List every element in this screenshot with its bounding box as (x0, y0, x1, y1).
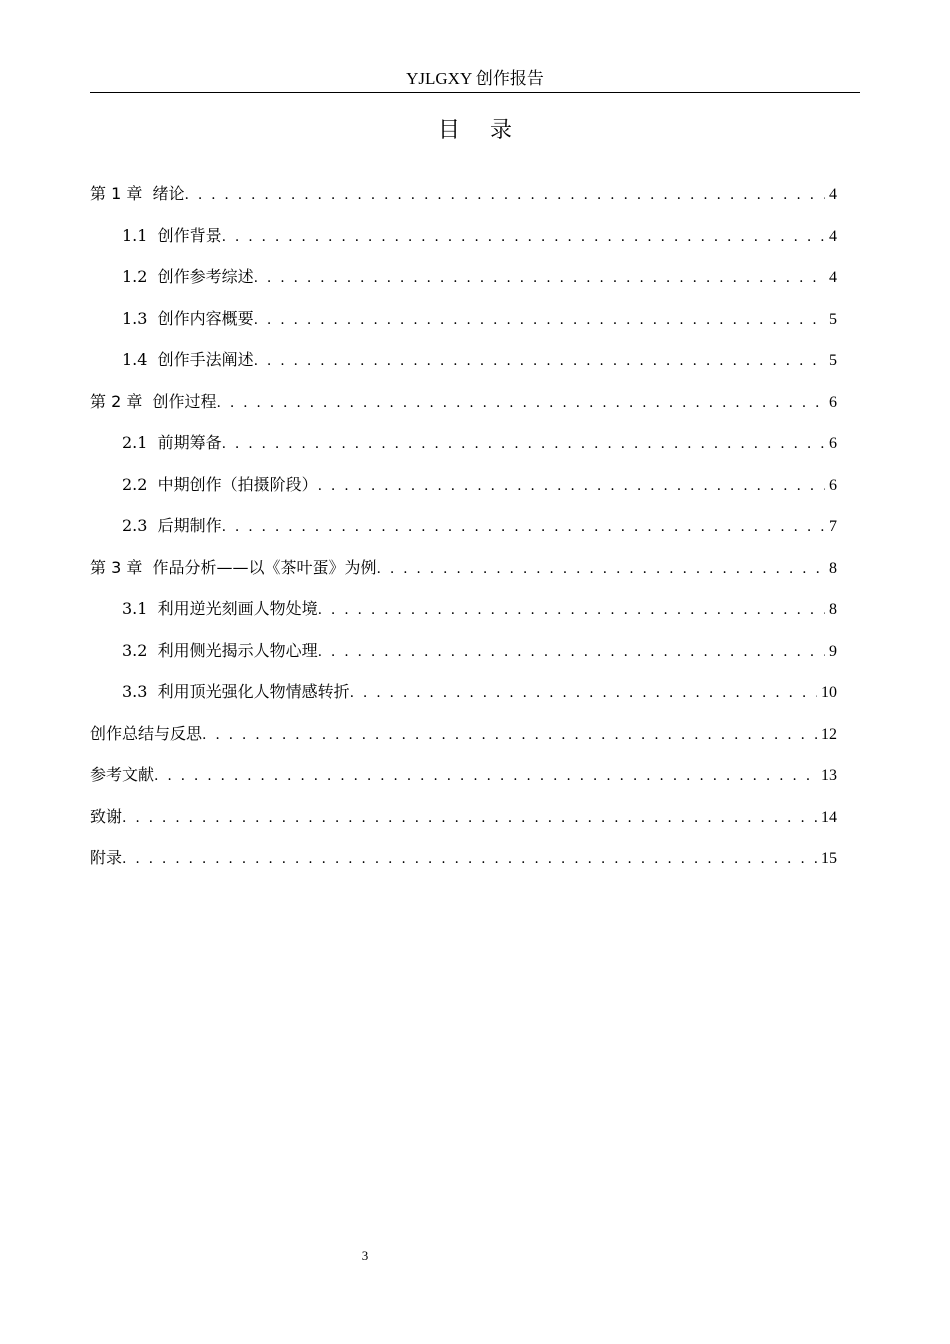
toc-dot-leader (350, 677, 817, 709)
toc-entry-page: 14 (821, 808, 837, 826)
toc-entry-label: 1.1 创作背景 (122, 225, 222, 245)
toc-section-entry[interactable] (90, 261, 837, 303)
toc-dot-leader (222, 221, 825, 253)
toc-section-entry[interactable] (90, 635, 837, 677)
toc-section-entry[interactable] (90, 676, 837, 718)
toc-entry-page: 13 (821, 767, 837, 784)
toc-entry-page: 6 (829, 393, 837, 411)
toc-dot-leader (318, 470, 825, 502)
toc-chapter-entry[interactable] (90, 842, 837, 884)
toc-entry-label: 1.2 创作参考综述 (122, 267, 254, 286)
toc-chapter-entry[interactable] (90, 801, 837, 843)
toc-dot-leader (222, 428, 825, 460)
toc-entry-page: 6 (829, 476, 837, 494)
toc-entry-page: 9 (829, 642, 837, 660)
toc-entry-label: 第 2 章 创作过程 (90, 391, 217, 411)
toc-section-entry[interactable] (90, 510, 837, 552)
toc-dot-leader (318, 636, 825, 668)
toc-dot-leader (202, 719, 817, 751)
page-number: 3 (361, 1248, 369, 1263)
toc-section-entry[interactable] (90, 220, 837, 262)
toc-chapter-entry[interactable] (90, 759, 837, 801)
toc-dot-leader (122, 843, 817, 875)
toc-dot-leader (254, 262, 825, 294)
toc-entry-label: 2.1 前期筹备 (122, 433, 222, 452)
toc-entry-page: 15 (821, 850, 837, 867)
toc-entry-page: 4 (829, 269, 837, 286)
toc-entry-page: 5 (829, 352, 837, 369)
toc-entry-label: 2.2 中期创作（拍摄阶段） (122, 474, 318, 494)
toc-chapter-entry[interactable] (90, 178, 837, 220)
toc-entry-page: 4 (829, 186, 837, 203)
toc-entry-label: 1.3 创作内容概要 (122, 308, 254, 328)
toc-entry-label: 致谢 (90, 806, 123, 826)
toc-dot-leader (122, 802, 817, 834)
toc-dot-leader (217, 387, 825, 419)
toc-title: 目录 (437, 118, 542, 143)
toc-entry-page: 5 (829, 310, 837, 328)
toc-dot-leader (254, 345, 825, 377)
toc-dot-leader (185, 179, 825, 211)
toc-entry-page: 12 (821, 725, 837, 743)
toc-entry-page: 8 (829, 559, 837, 577)
toc-chapter-entry[interactable] (90, 386, 837, 428)
toc-entry-label: 参考文献 (90, 765, 155, 784)
toc-entry-label: 第 1 章 绪论 (90, 184, 185, 203)
toc-section-entry[interactable] (90, 427, 837, 469)
toc-dot-leader (377, 553, 825, 585)
toc-section-entry[interactable] (90, 469, 837, 511)
toc-dot-leader (318, 594, 825, 626)
toc-entry-label: 2.3 后期制作 (122, 516, 222, 535)
toc-entry-label: 3.2 利用侧光揭示人物心理 (122, 640, 318, 660)
toc-entry-label: 3.1 利用逆光刻画人物处境 (122, 599, 318, 618)
toc-dot-leader (154, 760, 817, 792)
toc-chapter-entry[interactable] (90, 718, 837, 760)
toc-entry-label: 第 3 章 作品分析——以《茶叶蛋》为例 (90, 557, 377, 577)
toc-chapter-entry[interactable] (90, 552, 837, 594)
toc-section-entry[interactable] (90, 593, 837, 635)
toc-section-entry[interactable] (90, 344, 837, 386)
toc-entry-label: 创作总结与反思 (90, 723, 203, 743)
running-header: YJLGXY 创作报告 (90, 66, 860, 93)
toc-entry-label: 3.3 利用顶光强化人物情感转折 (122, 682, 350, 701)
toc-entry-page: 10 (821, 684, 837, 701)
toc-dot-leader (222, 511, 825, 543)
toc-section-entry[interactable] (90, 303, 837, 345)
toc-dot-leader (254, 304, 825, 336)
table-of-contents (90, 178, 837, 884)
toc-entry-label: 1.4 创作手法阐述 (122, 350, 254, 369)
toc-entry-page: 7 (829, 518, 837, 535)
toc-entry-page: 4 (829, 227, 837, 245)
toc-entry-page: 8 (829, 601, 837, 618)
toc-entry-page: 6 (829, 435, 837, 452)
toc-entry-label: 附录 (90, 848, 123, 867)
